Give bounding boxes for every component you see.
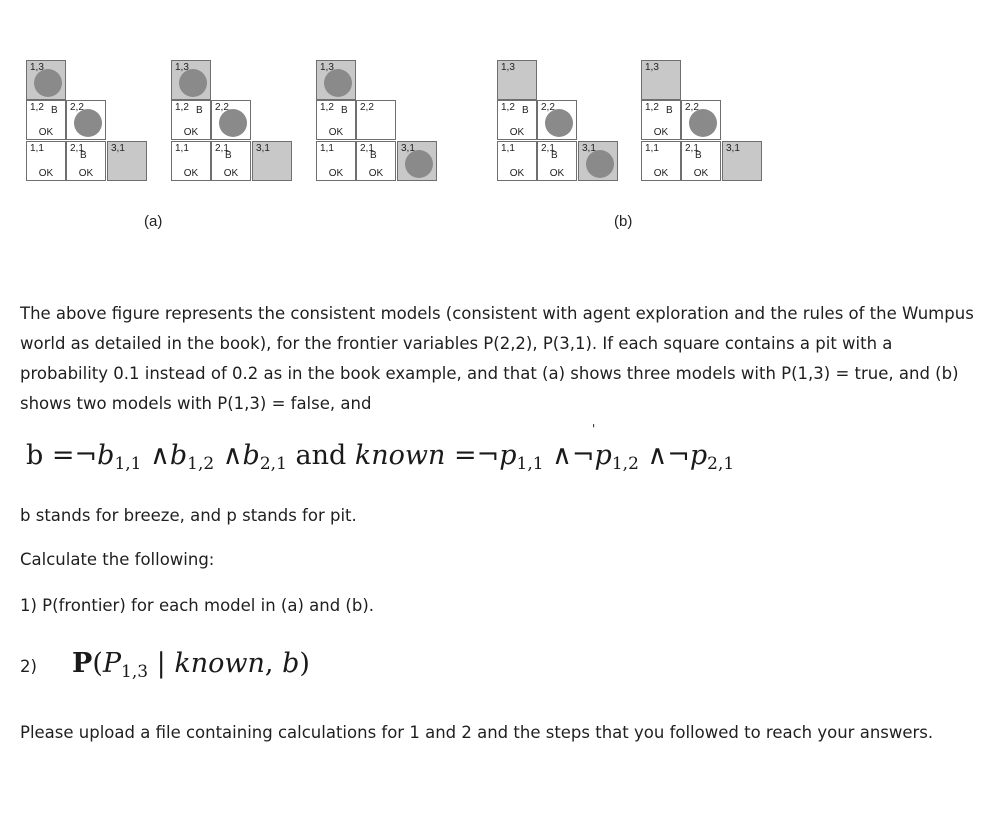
eq-p11: p [499,440,517,471]
cell-3-1 [722,141,762,181]
pit-icon [689,109,717,137]
breeze-marker: B [522,105,529,116]
cell-2-2 [356,100,396,140]
cell-coord: 1,1 [30,143,44,154]
ok-marker: OK [653,168,669,179]
cell-coord: 3,1 [401,143,415,154]
eq-tick-mark: ' [592,422,596,436]
cell-coord: 3,1 [582,143,596,154]
cell-2-1 [681,141,721,181]
model-b-5 [641,60,764,182]
cell-3-1 [107,141,147,181]
ok-marker: OK [38,168,54,179]
cell-coord: 2,1 [360,143,374,154]
cell-1-2 [641,100,681,140]
cell-coord: 2,2 [541,102,555,113]
cell-coord: 3,1 [726,143,740,154]
cell-2-2 [66,100,106,140]
eq-neg-1: ¬ [74,440,98,471]
cell-1-3 [171,60,211,100]
pit-icon [179,69,207,97]
eq-neg-2: ¬ [476,440,500,471]
expr-sub: 1,3 [121,662,149,682]
pit-icon [586,150,614,178]
cell-3-1 [252,141,292,181]
eq-sub-11: 1,1 [114,454,142,474]
eq-and-1: ∧ [150,440,170,471]
expr-comma: , [264,648,274,679]
expr-known: known [174,648,265,679]
cell-coord: 3,1 [256,143,270,154]
pit-icon [74,109,102,137]
cell-coord: 2,2 [685,102,699,113]
pit-icon [219,109,247,137]
equation-b-known [26,440,734,474]
ok-marker: OK [328,168,344,179]
cell-coord: 3,1 [111,143,125,154]
upload-instructions: Please upload a file containing calculations for 1 and 2 and the steps that you followed to reach your answers. [20,723,934,742]
eq-and-2: ∧ [222,440,243,471]
expr-var: P [102,648,122,679]
cell-coord: 2,1 [541,143,555,154]
cell-2-2 [211,100,251,140]
cell-1-3 [316,60,356,100]
pit-icon [405,150,433,178]
cell-1-2 [316,100,356,140]
cell-coord: 2,2 [215,102,229,113]
eq-psub-12: 1,2 [611,454,639,474]
eq-equals-1: = [51,440,75,471]
breeze-marker: B [666,105,673,116]
breeze-marker: B [370,150,377,161]
eq-and-3: ∧ [552,440,572,471]
cell-2-2 [537,100,577,140]
cell-coord: 1,2 [645,102,659,113]
ok-marker: OK [509,127,525,138]
eq-p12: p [594,440,612,471]
cell-1-3 [641,60,681,100]
breeze-marker: B [695,150,702,161]
label-a: (a) [144,213,163,230]
eq-neg-4: ¬ [667,440,690,471]
cell-2-1 [211,141,251,181]
eq-equals-2: = [453,440,477,471]
cell-1-2 [171,100,211,140]
cell-coord: 1,1 [645,143,659,154]
cell-coord: 2,2 [70,102,84,113]
ok-marker: OK [183,127,199,138]
ok-marker: OK [509,168,525,179]
ok-marker: OK [223,168,239,179]
label-b: (b) [614,213,633,230]
eq-psub-11: 1,1 [516,454,544,474]
breeze-marker: B [341,105,348,116]
cell-coord: 1,3 [501,62,515,73]
cell-1-3 [26,60,66,100]
ok-marker: OK [78,168,94,179]
model-a-3 [316,60,439,182]
eq-known: known [354,440,446,471]
wumpus-models-figure [0,0,1004,240]
cell-coord: 1,3 [30,62,44,73]
eq-and-word: and [295,440,347,471]
cell-coord: 2,1 [685,143,699,154]
ok-marker: OK [549,168,565,179]
calculate-heading: Calculate the following: [20,550,215,569]
cell-2-2 [681,100,721,140]
cell-2-1 [66,141,106,181]
item-1: 1) P(frontier) for each model in (a) and (b). [20,596,375,615]
eq-sub-21: 2,1 [259,454,287,474]
eq-b11: b [97,440,115,471]
cell-2-1 [537,141,577,181]
breeze-marker: B [51,105,58,116]
expr-b: b [282,648,300,679]
cell-coord: 1,3 [320,62,334,73]
eq-lhs: b [26,440,44,471]
cell-3-1 [578,141,618,181]
eq-p21: p [689,440,708,471]
eq-sub-12: 1,2 [187,454,215,474]
cell-coord: 1,3 [645,62,659,73]
item-2-expression [72,648,310,682]
cell-coord: 1,1 [175,143,189,154]
cell-1-1 [316,141,356,181]
eq-and-4: ∧ [647,440,668,471]
ok-marker: OK [368,168,384,179]
problem-paragraph: The above figure represents the consistent models (consistent with agent exploration and the rules of the Wumpus world as detailed in the book), for the frontier variables P(2,2), P(3,1). If each square contains a pit with a probability 0.1 instead of 0.2 as in the book example, and that (a) shows three models with P(1,3) = true, and (b) shows two models with P(1,3) = false, and [20,304,974,413]
cell-coord: 1,2 [175,102,189,113]
ok-marker: OK [38,127,54,138]
ok-marker: OK [183,168,199,179]
breeze-marker: B [225,150,232,161]
pit-icon [324,69,352,97]
cell-1-1 [641,141,681,181]
breeze-marker: B [80,150,87,161]
eq-b12: b [169,440,188,471]
ok-marker: OK [693,168,709,179]
cell-coord: 2,2 [360,102,374,113]
ok-marker: OK [328,127,344,138]
model-a-2 [171,60,294,182]
cell-coord: 1,2 [30,102,44,113]
cell-coord: 1,2 [501,102,515,113]
legend-text: b stands for breeze, and p stands for pit. [20,506,357,525]
eq-psub-21: 2,1 [707,454,735,474]
cell-1-1 [171,141,211,181]
expr-open: ( [92,648,103,679]
breeze-marker: B [196,105,203,116]
pit-icon [545,109,573,137]
expr-close: ) [299,648,310,679]
cell-1-2 [26,100,66,140]
cell-coord: 1,3 [175,62,189,73]
ok-marker: OK [653,127,669,138]
model-b-4 [497,60,620,182]
cell-coord: 2,1 [70,143,84,154]
cell-2-1 [356,141,396,181]
expr-prob: P [72,648,93,679]
cell-1-3 [497,60,537,100]
eq-neg-3: ¬ [571,440,595,471]
pit-icon [34,69,62,97]
cell-3-1 [397,141,437,181]
eq-b21: b [242,440,260,471]
item-2-number: 2) [20,657,37,676]
cell-coord: 1,2 [320,102,334,113]
cell-coord: 2,1 [215,143,229,154]
expr-bar: | [156,648,166,679]
cell-coord: 1,1 [320,143,334,154]
cell-1-2 [497,100,537,140]
breeze-marker: B [551,150,558,161]
model-a-1 [26,60,149,182]
cell-coord: 1,1 [501,143,515,154]
cell-1-1 [26,141,66,181]
cell-1-1 [497,141,537,181]
